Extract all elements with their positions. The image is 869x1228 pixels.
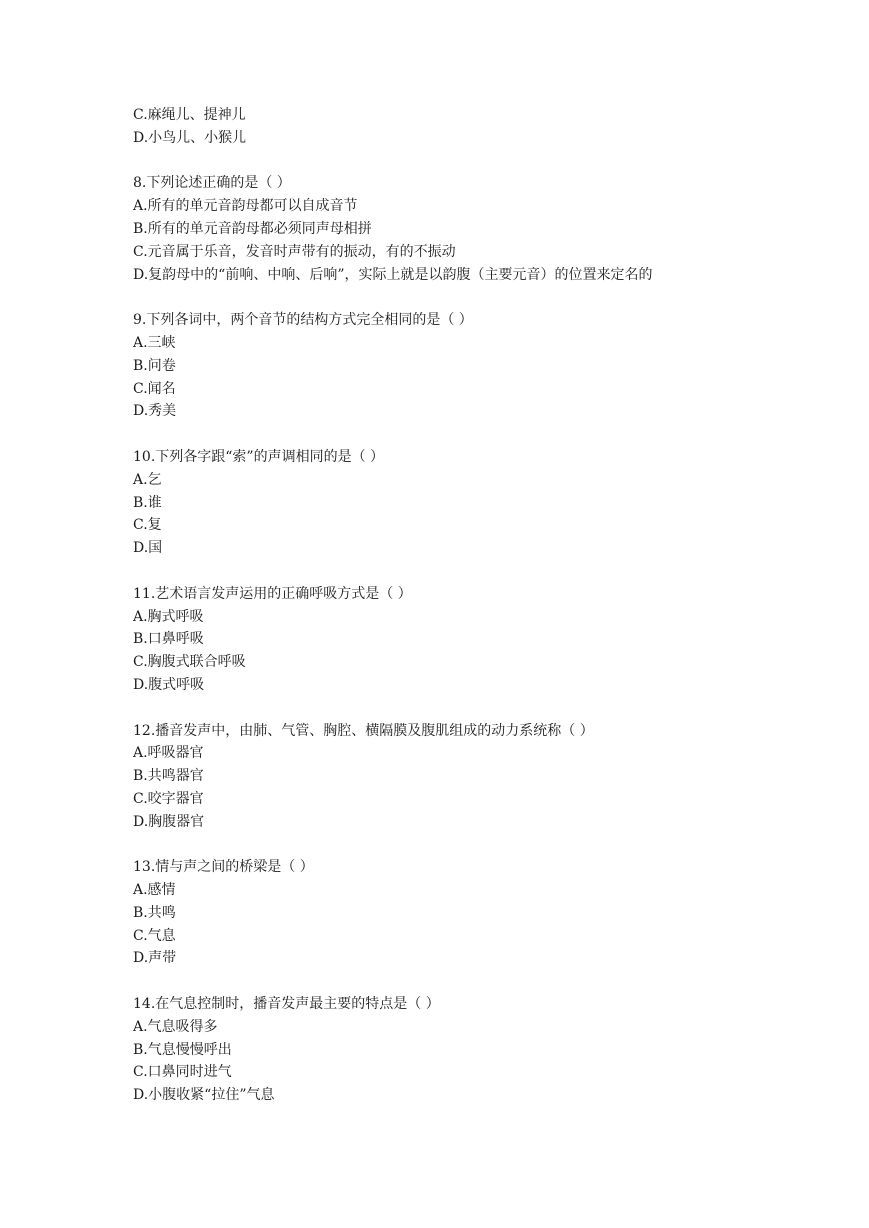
question-11 [133, 583, 833, 697]
option: A.呼吸器官 [133, 745, 204, 762]
option: B.气息慢慢呼出 [133, 1041, 232, 1058]
question-stem: 14.在气息控制时，播音发声最主要的特点是（ ） [133, 996, 440, 1013]
option: D.腹式呼吸 [133, 676, 205, 693]
question-9 [133, 309, 833, 423]
question-10 [133, 446, 833, 560]
question-14 [133, 993, 833, 1107]
option: C.咬字器官 [133, 790, 204, 807]
option: C.闻名 [133, 380, 176, 397]
question-12 [133, 720, 833, 834]
question-stem: 8.下列论述正确的是（ ） [133, 175, 291, 192]
question-stem: 13.情与声之间的桥梁是（ ） [133, 859, 314, 876]
option: D.小腹收紧“拉住”气息 [133, 1087, 275, 1104]
option: B.口鼻呼吸 [133, 631, 204, 648]
option: C.气息 [133, 927, 176, 944]
option: D.秀美 [133, 403, 177, 420]
question-stem: 11.艺术语言发声运用的正确呼吸方式是（ ） [133, 585, 412, 602]
option: A.感情 [133, 882, 176, 899]
question-stem: 10.下列各字跟“索”的声调相同的是（ ） [133, 448, 385, 465]
option: D.声带 [133, 950, 177, 967]
option: A.乞 [133, 471, 162, 488]
option: B.问卷 [133, 357, 176, 374]
document-page [133, 104, 833, 1107]
question-8 [133, 172, 833, 286]
option: A.胸式呼吸 [133, 608, 204, 625]
option: D.小鸟儿、小猴儿 [133, 129, 247, 146]
option: D.复韵母中的“前响、中响、后响”，实际上就是以韵腹（主要元音）的位置来定名的 [133, 266, 653, 283]
option: C.元音属于乐音，发音时声带有的振动，有的不振动 [133, 243, 456, 260]
question-13 [133, 856, 833, 970]
option: B.共鸣 [133, 904, 176, 921]
option: D.国 [133, 540, 163, 557]
question-stem: 12.播音发声中，由肺、气管、胸腔、横隔膜及腹肌组成的动力系统称（ ） [133, 722, 594, 739]
option: B.所有的单元音韵母都必须同声母相拼 [133, 220, 372, 237]
option: C.口鼻同时进气 [133, 1064, 232, 1081]
option: D.胸腹器官 [133, 813, 205, 830]
option: B.谁 [133, 494, 162, 511]
carryover-options [133, 104, 833, 150]
question-stem: 9.下列各词中，两个音节的结构方式完全相同的是（ ） [133, 312, 473, 329]
option: C.麻绳儿、提神儿 [133, 107, 246, 123]
option: A.气息吸得多 [133, 1018, 218, 1035]
option: A.三峡 [133, 334, 176, 351]
option: A.所有的单元音韵母都可以自成音节 [133, 198, 358, 215]
option: C.胸腹式联合呼吸 [133, 654, 246, 671]
option: C.复 [133, 517, 162, 534]
option: B.共鸣器官 [133, 768, 204, 785]
